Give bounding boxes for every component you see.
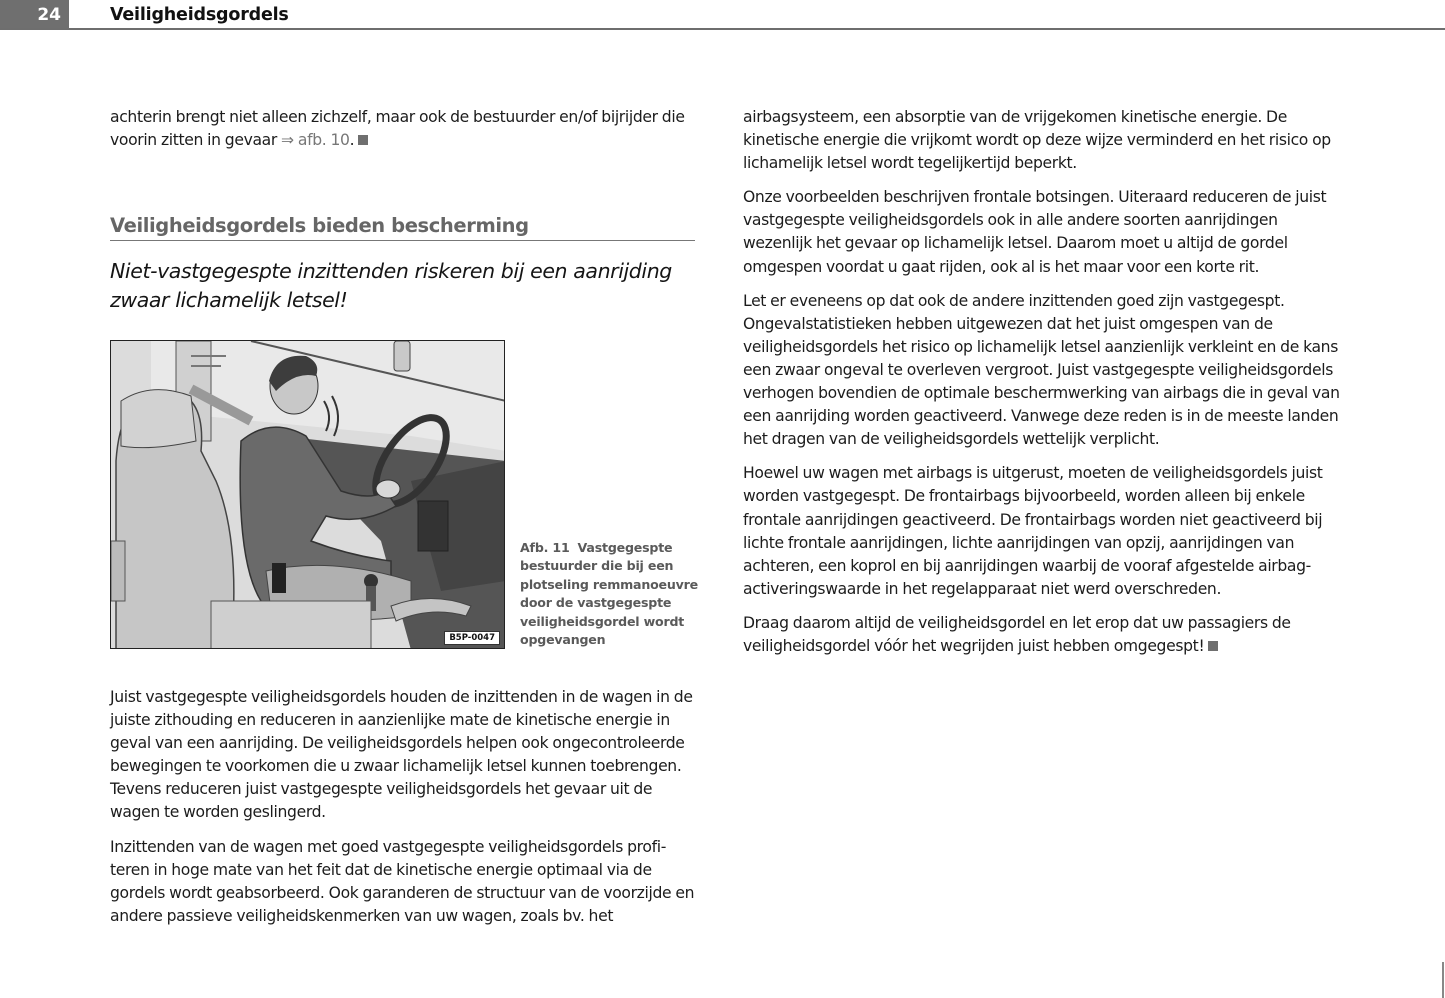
figure-caption-text: Vastgegespte bestuurder die bij een plotseling remmanoeuvre door de vastgegespte veiligheidsgordel wordt opgevangen	[520, 540, 699, 648]
headrest	[121, 390, 196, 448]
paragraph: Juist vastgegespte veiligheidsgordels houden de inzittenden in de wagen in de juiste zithouding en reduceren in aanzienlijke mate de kinetische energie in geval van een aanrijding. De veiligheidsgordels helpen ook ongecontroleerde bewegingen te voorkomen die u zwaar lichamelijk letsel kunnen toebrengen. Tevens reduceren juist vastgegespte veiligheidsgordels het gevaar uit de wagen te worden geslingerd.	[110, 688, 693, 822]
paragraph: Hoewel uw wagen met airbags is uitgerust, moeten de veiligheidsgordels juist worden vastgegespt. De frontairbags bijvoorbeeld, worden alleen bij enkele frontale aanrijdingen geactiveerd. De frontairbags worden niet geactiveerd bij lichte frontale aanrijdingen, lichte aanrijdingen van opzij, aanrijdingen van achteren, een koprol en bij aanrijdingen waarbij de vooraf afgestelde airbag-activeringswaarde in het regelapparaat niet werd overschreden.	[743, 464, 1323, 598]
chapter-title: Veiligheidsgordels	[110, 5, 289, 25]
arrow-right-icon: ⇒	[281, 131, 294, 150]
paragraph: Onze voorbeelden beschrijven frontale botsingen. Uiteraard reduceren de juist vastgegespte veiligheidsgordels ook in alle andere soorten aanrijdingen wezenlijk het gevaar op lichamelijk letsel. Daarom moet u altijd de gordel omgespen voordat u gaat rijden, ook al is het maar voor een korte rit.	[743, 188, 1327, 276]
figure-illustration	[110, 340, 505, 649]
figure-reference-link[interactable]: ⇒ afb. 10	[281, 131, 350, 150]
left-body	[110, 686, 700, 928]
seat-cushion	[211, 601, 371, 649]
right-column	[743, 106, 1343, 658]
paragraph: Inzittenden van de wagen met goed vastgegespte veiligheidsgordels profiteren in hoge mate van het feit dat de kinetische energie optimaal via de gordels wordt geabsorbeerd. Ook garanderen de structuur van de voorzijde en andere passieve veiligheidskenmerken van uw wagen, zoals bv. het	[110, 837, 695, 925]
header-rule	[0, 28, 1445, 30]
lead-warning-text: Niet-vastgegespte inzittenden riskeren bij een aanrijding zwaar lichamelijk letsel!	[110, 259, 672, 312]
section-title: Veiligheidsgordels bieden bescherming	[110, 214, 695, 241]
paragraph: airbagsysteem, een absorptie van de vrijgekomen kinetische energie. De kinetische energie die vrijkomt wordt op deze wijze verminderd en het risico op lichamelijk letsel wordt tegelijkertijd beperkt.	[743, 108, 1331, 173]
paragraph: Let er eveneens op dat ook de andere inzittenden goed zijn vastgegespt. Ongevalstatistieken hebben uitgewezen dat het juist omgespen van de veiligheidsgordels het risico op lichamelijk letsel aanzienlijk verkleint en de kans een zwaar ongeval te overleven vergroot. Juist vastgegespte veiligheidsgordels verhogen bovendien de optimale beschermwerking van airbags die in geval van een aanrijding worden geactiveerd. Vanwege deze reden is in de meeste landen het dragen van de veiligheidsgordels wettelijk verplicht.	[743, 291, 1340, 449]
page-edge-mark	[1442, 962, 1444, 998]
gear-knob	[364, 574, 378, 588]
figure-caption	[520, 539, 705, 649]
intro-block	[110, 106, 700, 152]
end-of-section-icon	[1208, 641, 1218, 651]
driver-hand	[376, 480, 400, 498]
radio-panel	[418, 501, 448, 551]
driver-seatbelt-illustration	[111, 341, 505, 649]
seat-adjust-lever	[111, 541, 125, 601]
rearview-mirror	[394, 341, 410, 371]
seatbelt-buckle	[272, 563, 286, 593]
page-number: 24	[0, 0, 69, 29]
intro-paragraph: achterin brengt niet alleen zichzelf, maar ook de bestuurder en/of bijrijder die voorin zitten in gevaar ⇒ afb. 10.	[110, 108, 685, 150]
paragraph: Draag daarom altijd de veiligheidsgordel en let erop dat uw passagiers de veiligheidsgordel vóór het wegrijden juist hebben omgegespt!	[743, 613, 1291, 655]
intro-text: achterin brengt niet alleen zichzelf, maar ook de bestuurder en/of bijrijder die voorin zitten in gevaar	[110, 108, 685, 150]
figure-caption-label: Afb. 11	[520, 540, 570, 555]
page-header	[0, 0, 1445, 30]
figure-code-label: B5P-0047	[444, 631, 500, 645]
end-of-section-icon	[358, 135, 368, 145]
